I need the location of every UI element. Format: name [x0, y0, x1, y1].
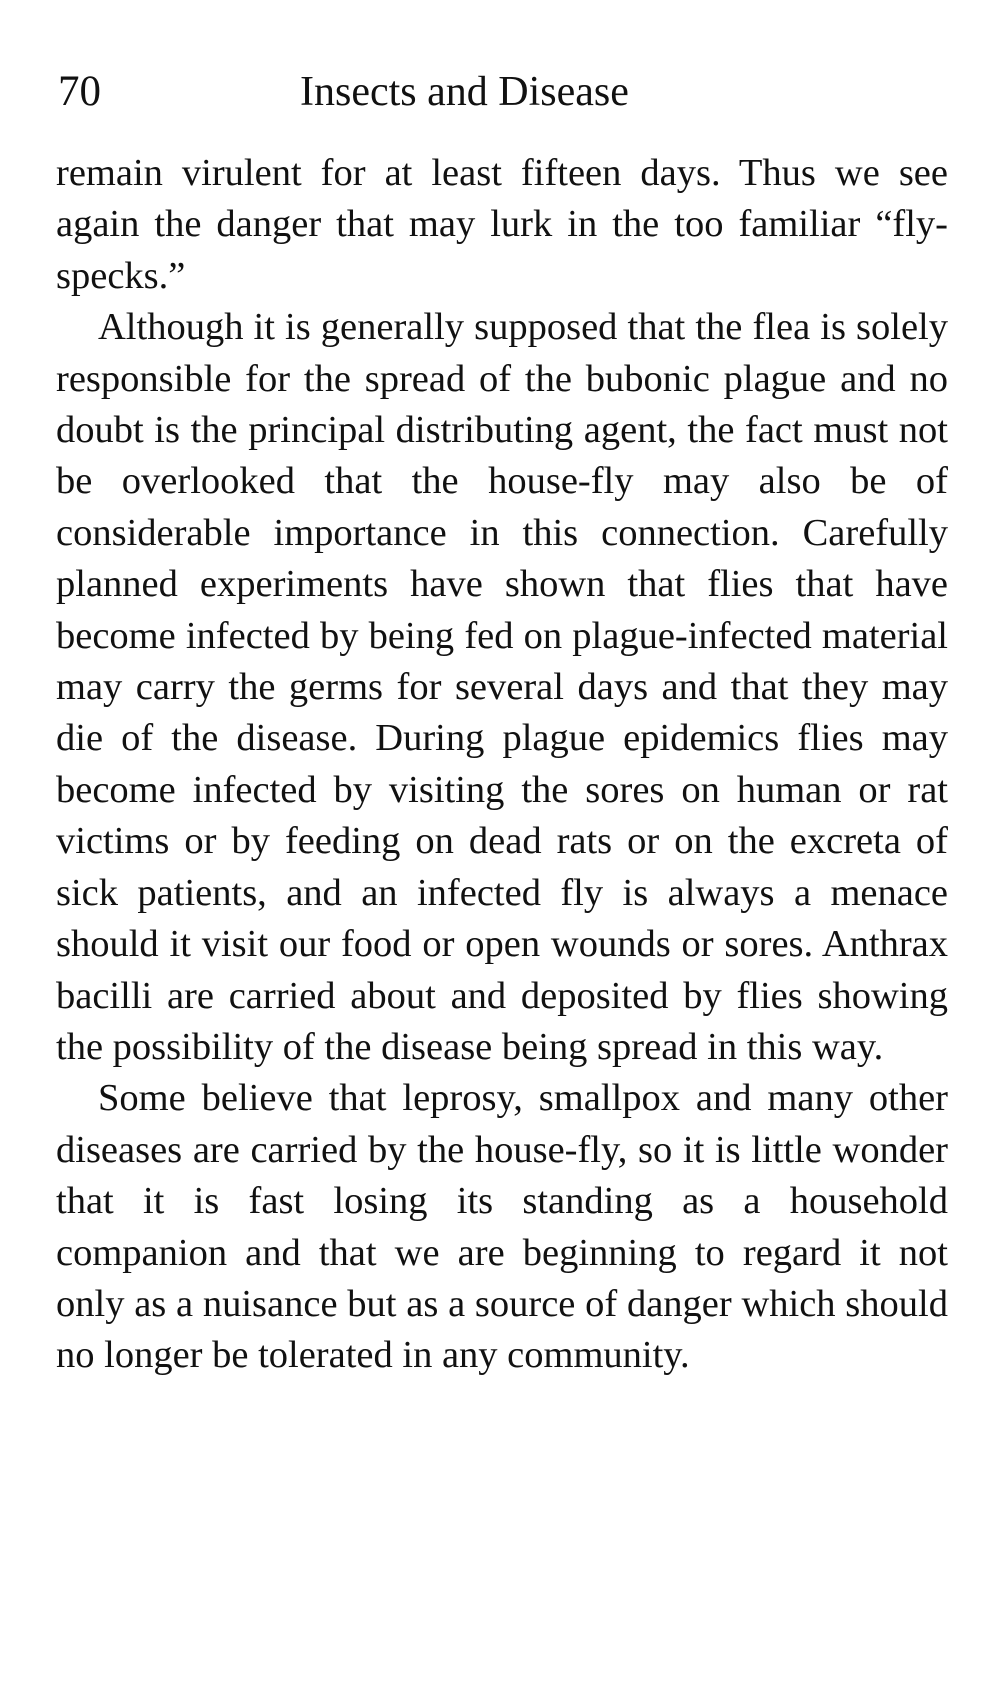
- paragraph-other-diseases: Some believe that leprosy, smallpox and many other diseases are carried by the house-fly, so it is little wonder that it is fast losing its standing as a household companion and that we are beginning to regard it not only as a nuisance but as a source of danger which should no longer be tolerated in any community.: [56, 1077, 948, 1377]
- running-title: Insects and Disease: [300, 69, 629, 115]
- paragraph-plague-flies: Although it is generally supposed that the flea is solely responsible for the spread of the bubonic plague and no doubt is the principal distributing agent, the fact must not be overlooked that the house-fly may also be of considerable importance in this connection. Carefully planned experiments have shown that flies that have become infected by being fed on plague-infected material may carry the germs for several days and that they may die of the disease. During plague epidemics flies may become infected by visiting the sores on human or rat victims or by feeding on dead rats or on the excreta of sick patients, and an infected fly is always a menace should it visit our food or open wounds or sores. Anthrax bacilli are carried about and deposited by flies showing the possibility of the disease being spread in this way.: [56, 306, 948, 1068]
- page-number: 70: [58, 68, 101, 115]
- paragraph-continued: remain virulent for at least fifteen days. Thus we see again the danger that may lurk in the too familiar “fly-specks.”: [56, 152, 948, 297]
- body-text: [56, 148, 948, 1382]
- running-head: [58, 66, 948, 118]
